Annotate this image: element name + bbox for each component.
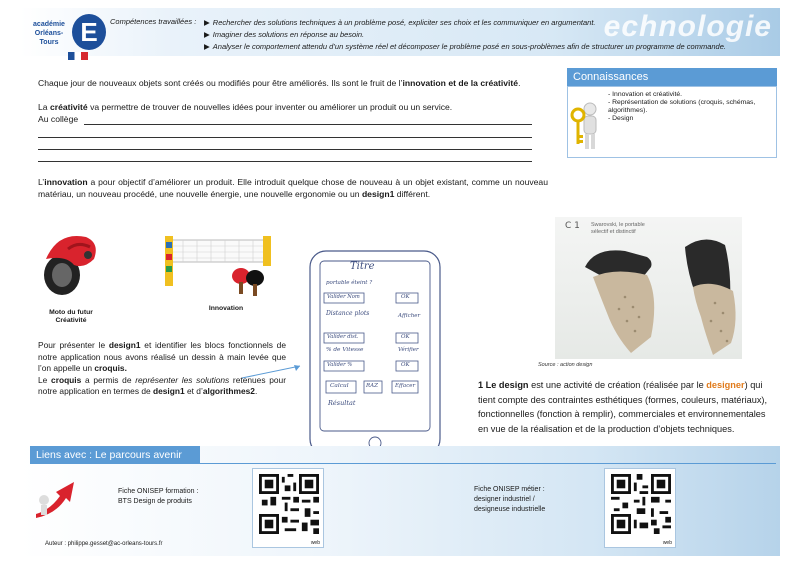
au-college-label: Au collège [38,114,79,124]
moto-caption: Moto du futur Créativité [49,309,93,324]
innovation-paragraph: L’innovation a pour objectif d’améliorer un produit. Elle introduit quelque chose de nouveau à un objet existant, comme un nouveau matériau, un nouveau procédé, une nouvelle énergie, une nouvelle ergonomie ou un design1 différent. [38,177,548,199]
academy-logo [28,12,120,56]
sketch-ok: OK [401,334,410,340]
answer-line [38,137,532,138]
person-with-key-icon [570,101,604,153]
sketch-label: Afficher [398,313,421,319]
header-banner [20,8,780,56]
sketch-button: Valider dist. [327,334,359,340]
chairs-subtitle: Swarovski, le portable sélectif et distinctif [591,222,645,235]
design-footnote: 1 Le design est une activité de création (réalisée par le designer) qui tient compte des contraintes esthétiques (formes, couleurs, matériaux), fonctionnelles (fonction à remplir), commerciales et environnementales en vue de la réalisation et de la production d’objets techniques. [478,380,768,434]
qr-web-label: web [310,540,320,546]
sketch-label: portable éteint ? [326,280,373,286]
connaissances-box [567,86,777,158]
sketch-button: Valider % [327,362,353,368]
connaissance-item: - Design [608,115,634,122]
growth-arrow-icon [30,470,82,522]
sketch-result: Résultat [328,399,356,407]
intro-paragraph: Chaque jour de nouveaux objets sont créés ou modifiés pour être améliorés. Ils sont le fruit de l’innovation et de la créativité. [38,78,521,88]
qr-web-label: web [662,540,672,546]
sketch-button: RAZ [366,383,378,389]
connaissance-item: - Innovation et créativité. [608,91,683,98]
sketch-title: Titre [350,261,375,272]
sketch-label: Distance plots [326,310,370,317]
innovation-caption: Innovation [208,305,244,312]
republic-flag-icon [68,52,88,60]
sketch-button: Calcul [330,383,349,389]
fiche-metier-text: Fiche ONISEP métier : designer industriel / designeuse industrielle [474,486,546,513]
author-credit: Auteur : philippe.gesset@ac-orleans-tours.fr [45,541,163,547]
sketch-ok: OK [401,362,410,368]
sketch-labels [300,247,450,459]
image-source: Source : action design [538,362,593,368]
qr-code-icon [611,474,671,534]
qr-code-icon [259,474,319,534]
answer-line [84,124,532,125]
connaissance-item: - Représentation de solutions (croquis, schémas, algorithmes). [608,99,756,114]
connaissances-title: Connaissances [567,68,777,86]
competence-item: ▶ Imaginer des solutions en réponse au besoin. [204,30,365,39]
competences-title: Compétences travaillées : [110,17,197,26]
sketch-label: Vérifier [398,347,419,353]
qr-code-formation[interactable] [252,468,324,548]
sketch-ok: OK [401,294,410,300]
qr-code-metier[interactable] [604,468,676,548]
croquis-paragraph: Pour présenter le design1 et identifier les blocs fonctionnels de notre application nous avons réalisé un dessin à main levée que l’on appelle un croquis. Le croquis a permis de représenter les solutions retenues pour notre application en termes de design1 et d’algorithmes2. [38,340,286,396]
design-chairs-image [555,217,742,359]
sketch-label: % de Vitesse [326,347,364,353]
chairs-drawing [555,217,742,359]
ping-pong-net-image [163,222,273,298]
liens-divider [200,463,776,464]
answer-line [38,161,532,162]
chairs-code: C 1 [565,221,580,231]
moto-du-futur-image [38,225,102,307]
academy-logo-e: E [72,14,106,50]
creativite-paragraph: La créativité va permettre de trouver de nouvelles idées pour inventer ou améliorer un produit ou un service. [38,102,453,112]
arrow-to-sketch-icon [240,362,306,380]
academy-logo-text: académie Orléans-Tours [33,21,65,46]
sketch-button: Valider Nom [327,294,360,300]
answer-line [38,149,532,150]
competence-item: ▶ Rechercher des solutions techniques à un problème posé, expliciter ses choix et les communiquer en argumentant. [204,18,596,27]
connaissances-list [608,91,773,123]
competence-item: ▶ Analyser le comportement attendu d’un système réel et décomposer le problème posé en sous-problèmes afin de structurer un programme de commande. [204,42,726,51]
fiche-formation-text: Fiche ONISEP formation : BTS Design de produits [118,488,199,505]
liens-title: Liens avec : Le parcours avenir [30,446,200,464]
sketch-button: Effacer [395,383,416,389]
technologie-watermark: echnologie [603,10,772,43]
